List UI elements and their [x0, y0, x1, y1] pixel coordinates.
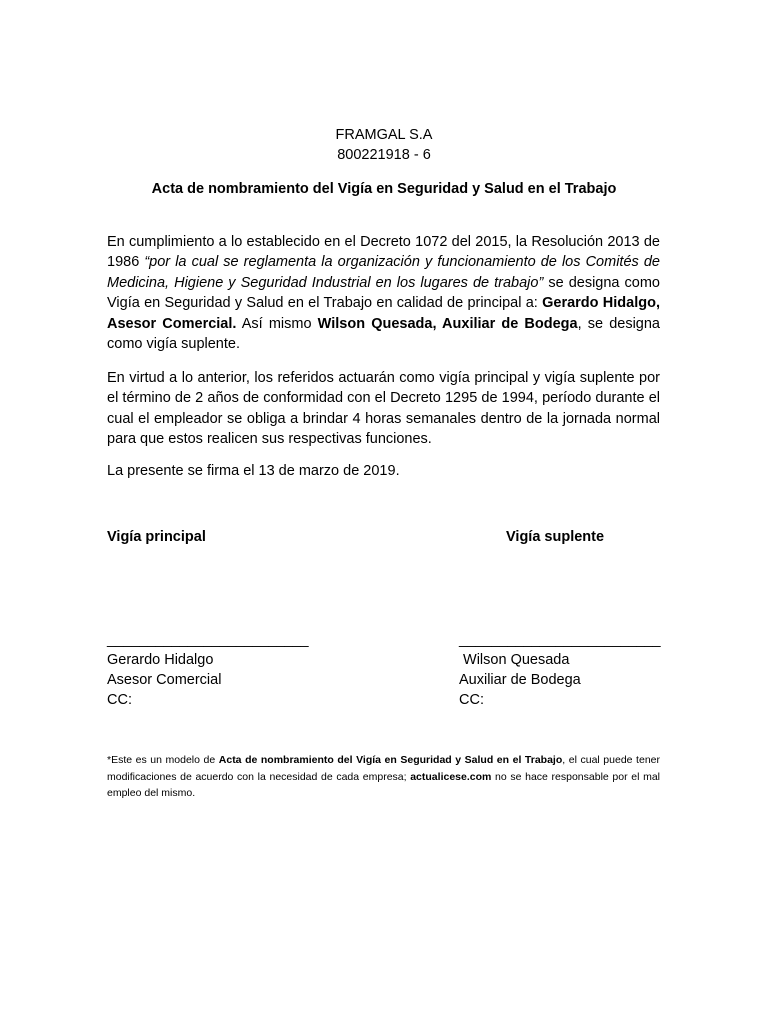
signer-name: Wilson Quesada	[459, 652, 570, 668]
p1-also: Así mismo	[236, 315, 318, 332]
footnote-prefix: *Este es un modelo de	[107, 754, 219, 766]
signer-position: Asesor Comercial	[107, 672, 222, 688]
footnote-site-link[interactable]: actualicese.com	[410, 770, 492, 783]
role-suplente-label: Vigía suplente	[506, 529, 605, 545]
p1-closing: , se designa como vigía suplente.	[107, 315, 660, 353]
p1-designation: se designa como Vigía en Seguridad y Salud en el Trabajo en calidad de principal a:	[107, 274, 660, 312]
signer-cc: CC:	[107, 692, 132, 708]
signature-line: _________________________	[459, 632, 661, 648]
paragraph-term: En virtud a lo anterior, los referidos actuarán como vigía principal y vigía suplente por el término de 2 años de conformidad con el Decreto 1295 de 1994, período durante el cual el empleador se obliga a brindar 4 horas semanales dentro de la jornada normal para que estos realicen sus respectivas funciones.	[107, 370, 660, 448]
p1-intro: En cumplimiento a lo establecido en el Decreto 1072 del 2015, la Resolución 2013 de 1986	[107, 234, 660, 271]
signature-block-suplente	[459, 630, 661, 710]
signer-position: Auxiliar de Bodega	[459, 672, 581, 688]
company-nit: 800221918 - 6	[337, 147, 431, 163]
paragraph-designation	[107, 232, 660, 354]
footnote-disclaimer	[107, 752, 660, 802]
company-name: FRAMGAL S.A	[335, 127, 433, 143]
role-principal-label: Vigía principal	[107, 529, 206, 545]
company-header	[0, 125, 768, 165]
signature-line: _________________________	[107, 632, 309, 648]
signer-name: Gerardo Hidalgo	[107, 652, 214, 668]
document-title: Acta de nombramiento del Vigía en Seguridad y Salud en el Trabajo	[151, 181, 617, 197]
signature-block-principal	[107, 630, 309, 710]
footnote-doc-name: Acta de nombramiento del Vigía en Seguridad y Salud en el Trabajo	[218, 754, 563, 766]
signer-cc: CC:	[459, 692, 484, 708]
p1-suplente: Wilson Quesada, Auxiliar de Bodega	[317, 315, 578, 332]
footnote-middle: , el cual puede tener modificaciones de acuerdo con la necesidad de cada empresa;	[107, 754, 660, 783]
p1-quote: “por la cual se reglamenta la organización y funcionamiento de los Comités de Medicina, Higiene y Seguridad Industrial en los lugares de trabajo”	[107, 254, 660, 291]
paragraph-date: La presente se firma el 13 de marzo de 2019.	[107, 463, 400, 479]
p1-principal: Gerardo Hidalgo, Asesor Comercial.	[107, 295, 660, 332]
footnote-suffix: no se hace responsable por el mal empleo del mismo.	[107, 770, 660, 799]
